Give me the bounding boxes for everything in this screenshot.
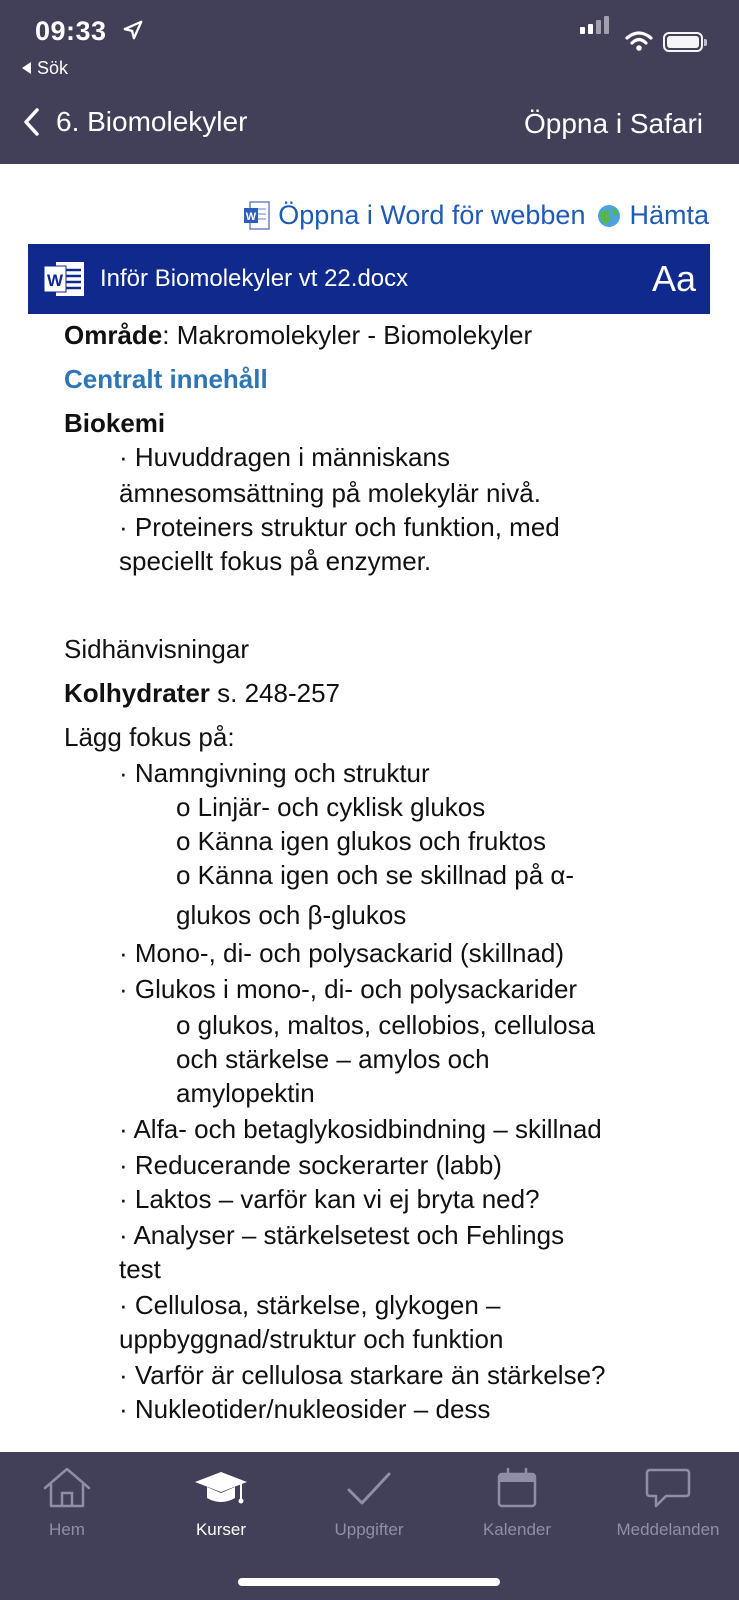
doc-line: o Linjär- och cyklisk glukos: [176, 792, 486, 822]
doc-line: · Nukleotider/nukleosider – dess: [119, 1394, 491, 1424]
document-header: [28, 244, 710, 314]
top-bar: [0, 0, 739, 164]
doc-line: Lägg fokus på:: [64, 722, 235, 752]
doc-line: och stärkelse – amylos och: [176, 1044, 490, 1074]
status-time: 09:33: [35, 16, 107, 46]
doc-line: test: [119, 1254, 161, 1284]
doc-line: o Känna igen glukos och fruktos: [176, 826, 547, 856]
back-to-app-link[interactable]: [22, 58, 68, 79]
tab-messages[interactable]: [603, 1466, 733, 1540]
wifi-icon: [625, 30, 653, 52]
doc-line: · Cellulosa, stärkelse, glykogen –: [119, 1290, 501, 1320]
svg-text:W: W: [46, 271, 64, 290]
download-icon: [597, 204, 621, 228]
doc-line: · Analyser – stärkelsetest och Fehlings: [119, 1220, 565, 1250]
tab-courses[interactable]: [161, 1466, 281, 1540]
doc-line: uppbyggnad/struktur och funktion: [119, 1324, 504, 1354]
open-in-word-link[interactable]: Öppna i Word för webben: [278, 200, 586, 230]
doc-line: · Namngivning och struktur: [119, 758, 430, 788]
home-indicator[interactable]: [238, 1578, 500, 1586]
tab-home-label: Hem: [49, 1520, 85, 1539]
back-button-label: 6. Biomolekyler: [56, 106, 248, 137]
doc-line: Kolhydrater s. 248-257: [64, 678, 341, 708]
open-in-safari-button[interactable]: Öppna i Safari: [524, 108, 703, 139]
word-file-icon: [244, 201, 270, 231]
svg-text:W: W: [246, 210, 257, 223]
tab-assignments[interactable]: [309, 1466, 429, 1540]
tab-calendar[interactable]: [457, 1466, 577, 1540]
document-body: [28, 314, 710, 1452]
back-to-app-label: Sök: [37, 58, 69, 78]
doc-line: · Laktos – varför kan vi ej bryta ned?: [119, 1184, 540, 1214]
doc-line: · Varför är cellulosa starkare än stärkelse?: [119, 1360, 606, 1390]
doc-line: · Alfa- och betaglykosidbindning – skillnad: [119, 1114, 602, 1144]
doc-line: glukos och β-glukos: [176, 900, 407, 930]
back-button[interactable]: [22, 106, 247, 138]
doc-line: speciellt fokus på enzymer.: [119, 546, 432, 576]
doc-line: · Reducerande sockerarter (labb): [119, 1150, 502, 1180]
location-arrow-icon: [122, 19, 144, 41]
doc-line: Område: Makromolekyler - Biomolekyler: [64, 320, 533, 350]
battery-icon: [663, 32, 703, 52]
content-area: [0, 164, 739, 1452]
download-link[interactable]: Hämta: [629, 200, 709, 230]
doc-subheading: Biokemi: [64, 408, 166, 438]
message-icon: [644, 1466, 692, 1510]
doc-line: amylopektin: [176, 1078, 315, 1108]
doc-line: · Proteiners struktur och funktion, med: [119, 512, 560, 542]
doc-heading: Centralt innehåll: [64, 364, 268, 394]
tab-calendar-label: Kalender: [482, 1520, 552, 1539]
document-filename: Inför Biomolekyler vt 22.docx: [100, 265, 409, 292]
tab-courses-label: Kurser: [195, 1520, 247, 1539]
graduation-cap-icon: [193, 1466, 249, 1510]
font-size-button[interactable]: Aa: [651, 258, 696, 299]
doc-line: · Huvuddragen i människans: [119, 442, 450, 472]
tab-messages-label: Meddelanden: [616, 1520, 720, 1539]
doc-line: o glukos, maltos, cellobios, cellulosa: [176, 1010, 596, 1040]
doc-line: ämnesomsättning på molekylär nivå.: [119, 478, 541, 508]
chevron-left-icon: [22, 107, 40, 137]
calendar-icon: [493, 1466, 541, 1510]
tab-assignments-label: Uppgifter: [334, 1520, 404, 1539]
document-links: [244, 200, 709, 231]
doc-line: Sidhänvisningar: [64, 634, 250, 664]
doc-line: · Mono-, di- och polysackarid (skillnad): [119, 938, 565, 968]
back-triangle-icon: [22, 62, 31, 74]
checkmark-icon: [343, 1466, 395, 1510]
doc-line: · Glukos i mono-, di- och polysackarider: [119, 974, 578, 1004]
word-logo-icon: [44, 260, 86, 298]
home-icon: [41, 1466, 93, 1510]
doc-line: o Känna igen och se skillnad på α-: [176, 860, 575, 890]
tab-home[interactable]: [7, 1466, 127, 1540]
